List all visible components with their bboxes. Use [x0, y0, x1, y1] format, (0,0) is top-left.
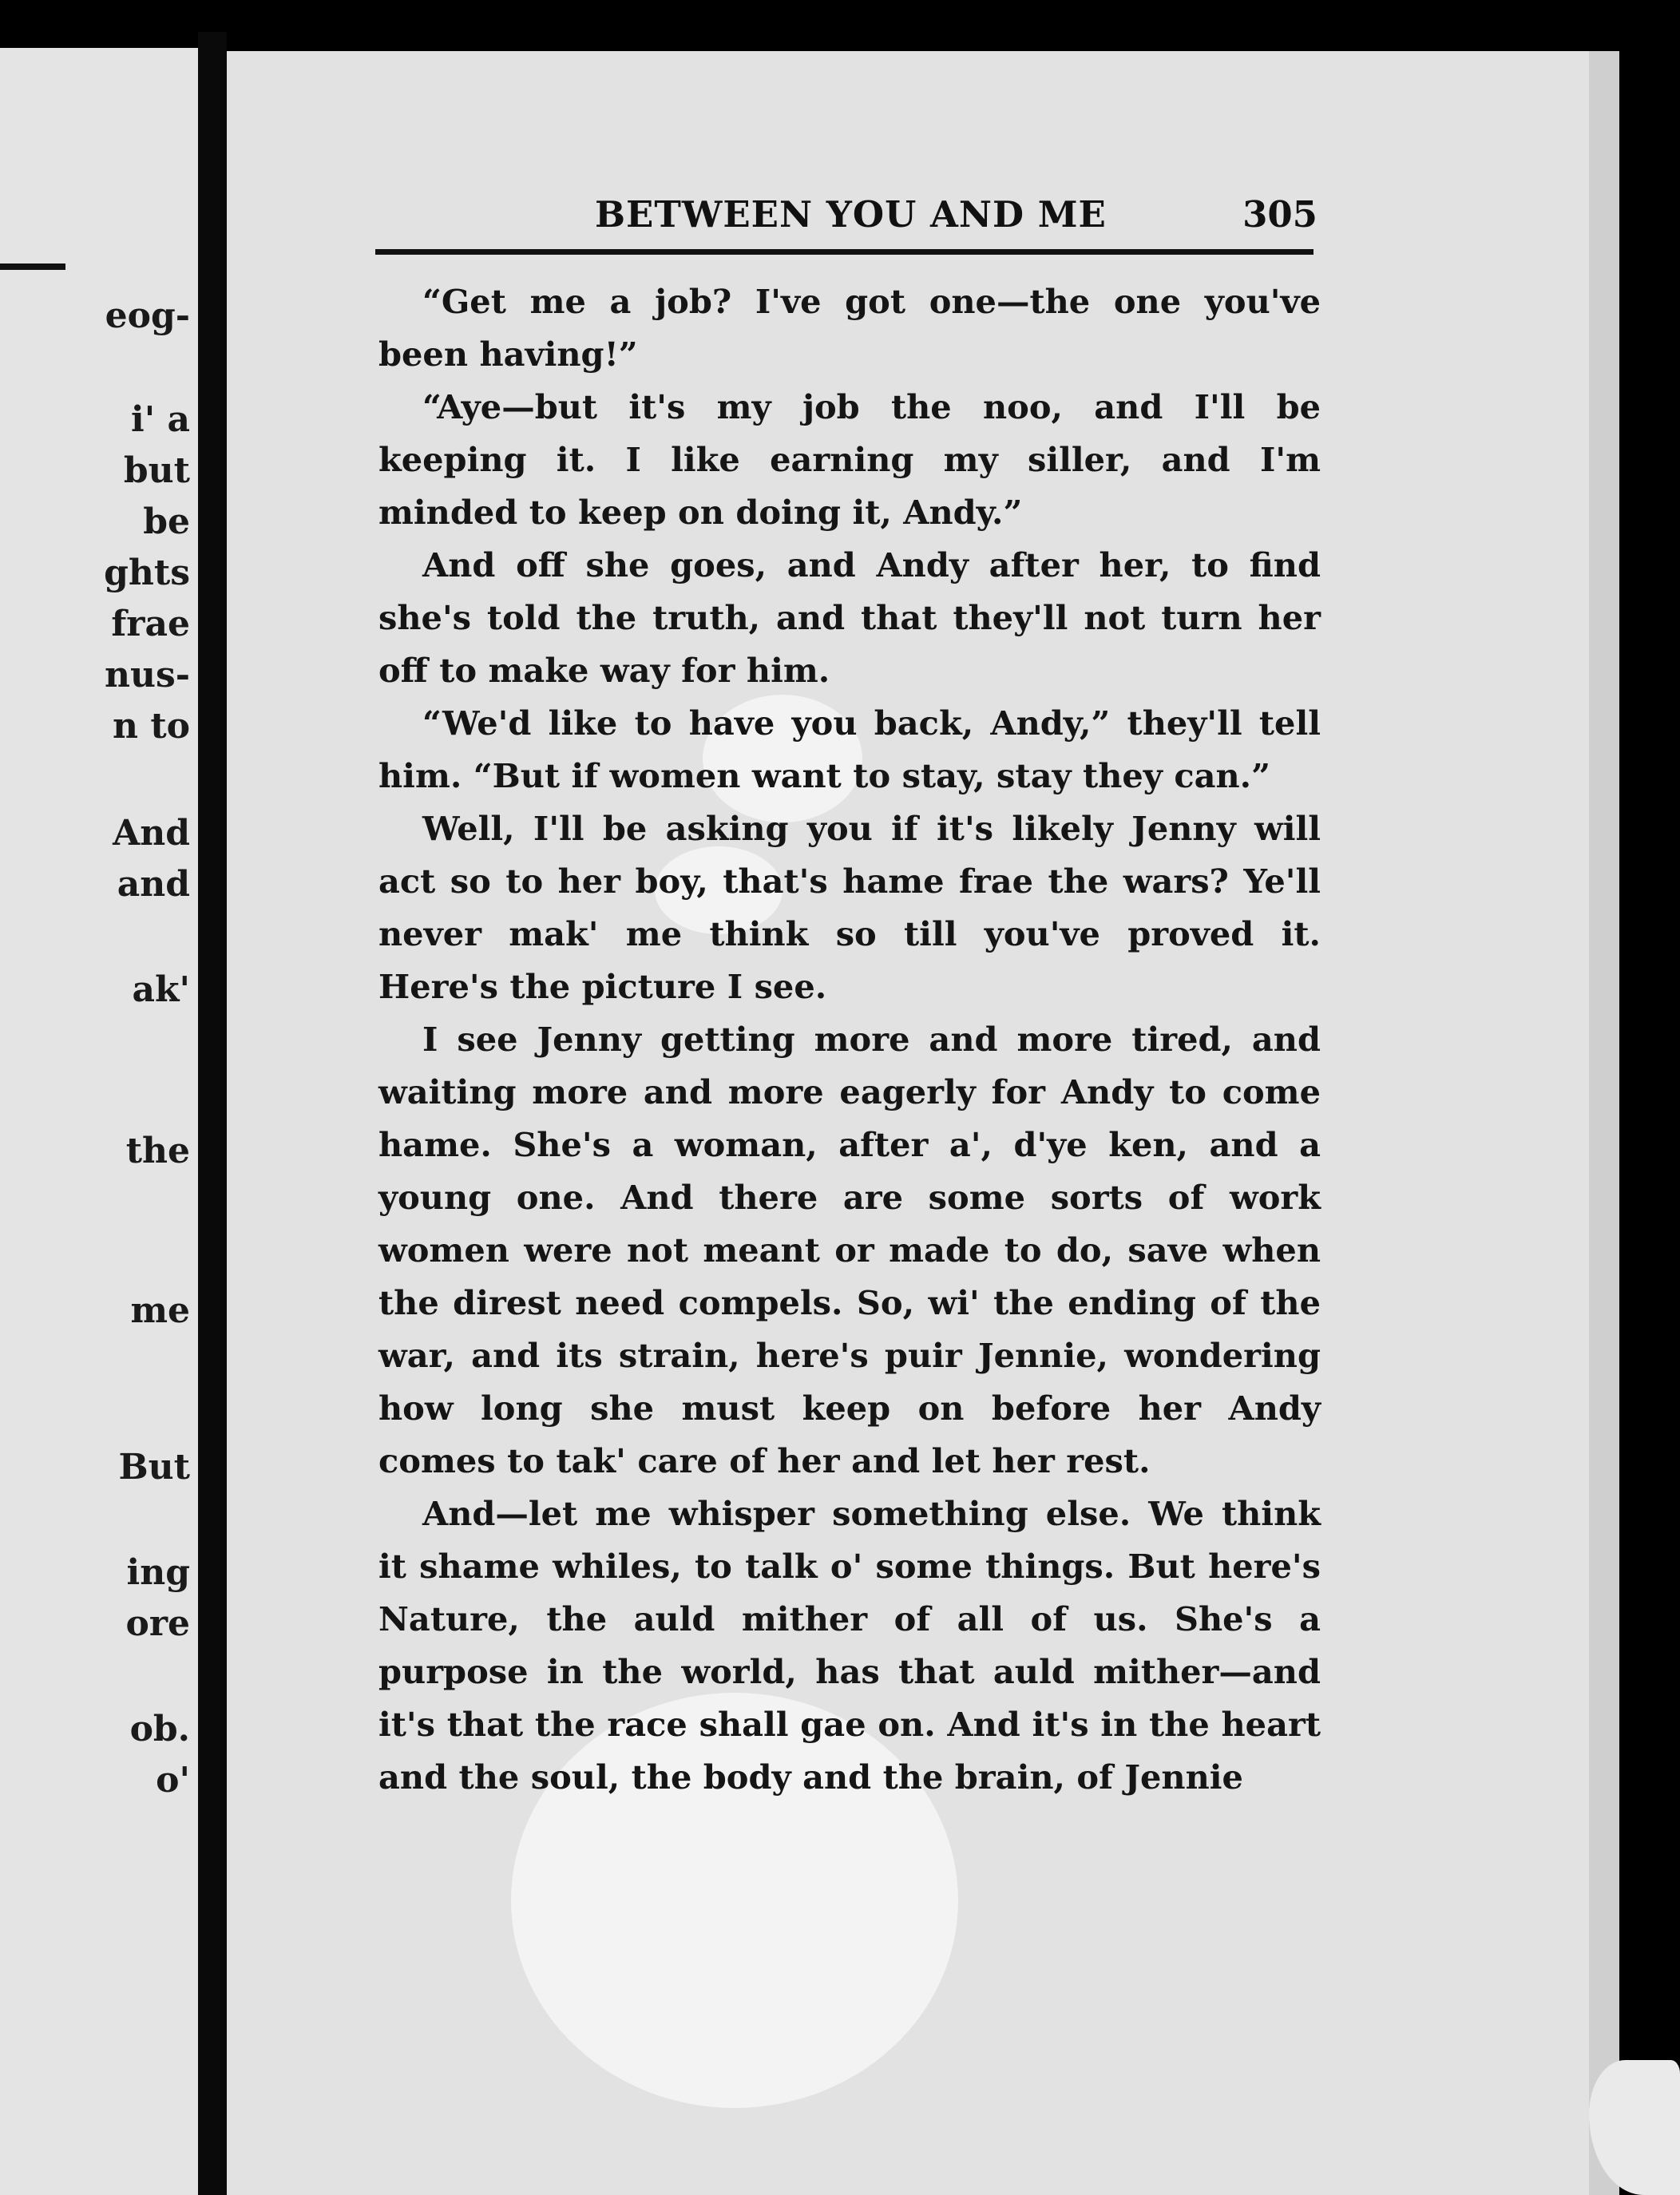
left-page-line: be: [143, 501, 190, 542]
paragraph: And—let me whisper something else. We think it shame whiles, to talk o' some things. But here's Nature, the auld mither of all of us. She's a purpose in the world, has that auld mither—and it's that the race shall gae on. And it's in the heart and the soul, the body and the brain, of Jennie: [378, 1494, 1321, 1797]
left-page-line: ing: [126, 1552, 190, 1593]
paragraph: I see Jenny getting more and more tired, and waiting more and more eagerly for Andy to come hame. She's a woman, after a', d'ye ken, and a young one. And there are some sorts of work women were not meant or made to do, save when the direst need compels. So, wi' the ending of the war, and its strain, here's puir Jennie, wondering how long she must keep on before her Andy comes to tak' care of her and let her rest.: [378, 1020, 1321, 1480]
header-rule: [375, 249, 1313, 255]
left-page-line: but: [123, 450, 190, 491]
left-page-fragment: [0, 48, 198, 2195]
left-page-line: nus-: [104, 655, 190, 695]
left-page-line: and: [117, 864, 190, 905]
left-page-line: the: [125, 1131, 190, 1171]
running-head: [375, 185, 1317, 249]
left-page-line: me: [130, 1290, 190, 1331]
left-page-line: i' a: [130, 399, 190, 440]
page-number: 305: [1242, 193, 1317, 236]
left-page-rule: [0, 263, 65, 270]
left-page-line: n to: [113, 706, 190, 747]
left-page-line: ob.: [129, 1709, 190, 1749]
left-page-line: ore: [125, 1603, 190, 1644]
paragraph: “We'd like to have you back, Andy,” they'll tell him. “But if women want to stay, stay they can.”: [378, 703, 1321, 795]
left-page-line: And: [113, 813, 190, 854]
paragraph: Well, I'll be asking you if it's likely Jenny will act so to her boy, that's hame frae the wars? Ye'll never mak' me think so till you've proved it. Here's the picture I see.: [378, 809, 1321, 1006]
left-page-line: But: [118, 1447, 190, 1488]
running-title: BETWEEN YOU AND ME: [595, 193, 1107, 236]
paragraph: “Get me a job? I've got one—the one you've been having!”: [378, 282, 1321, 374]
paragraph: And off she goes, and Andy after her, to find she's told the truth, and that they'll not turn her off to make way for him.: [378, 545, 1321, 690]
page-edge: [1589, 51, 1619, 2195]
book-binding-gutter: [198, 32, 227, 2195]
left-page-line: o': [156, 1760, 190, 1801]
left-page-line: ak': [132, 969, 190, 1010]
body-text: [378, 275, 1321, 1804]
left-page-line: ghts: [104, 553, 190, 593]
left-page-line: frae: [111, 604, 190, 644]
paragraph: “Aye—but it's my job the noo, and I'll be keeping it. I like earning my siller, and I'm minded to keep on doing it, Andy.”: [378, 387, 1321, 532]
left-page-line: eog-: [105, 295, 190, 336]
